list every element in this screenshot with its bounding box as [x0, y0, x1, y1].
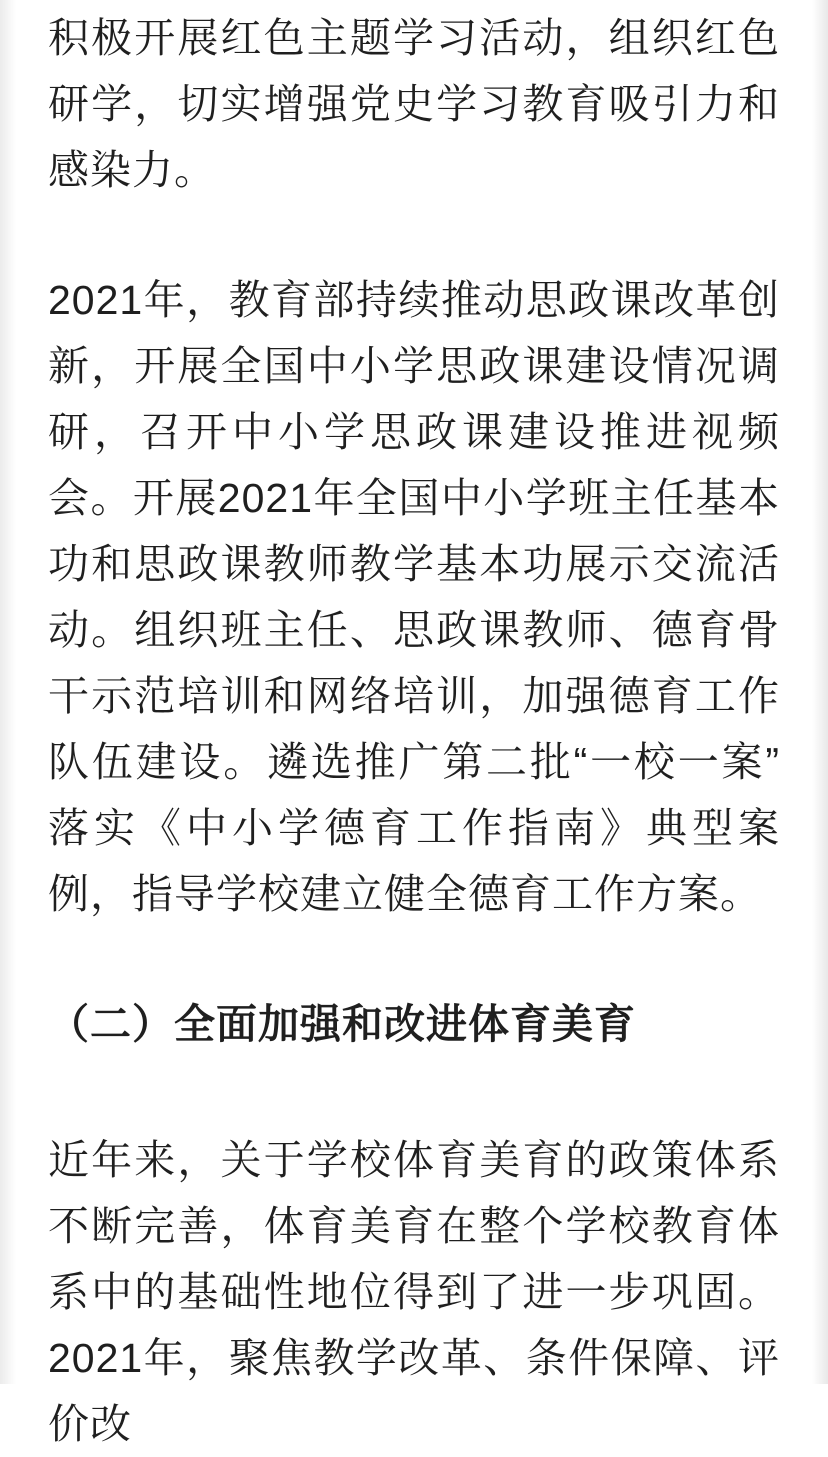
article-paragraph: 近年来，关于学校体育美育的政策体系不断完善，体育美育在整个学校教育体系中的基础性地位得到了进一步巩固。2021年，聚焦教学改革、条件保障、评价改: [48, 1137, 780, 1447]
article-paragraph: 2021年，教育部持续推动思政课改革创新，开展全国中小学思政课建设情况调研，召开中小学思政课建设推进视频会。开展2021年全国中小学班主任基本功和思政课教师教学基本功展示交流活动。组织班主任、思政课教师、德育骨干示范培训和网络培训，加强德育工作队伍建设。遴选推广第二批“一校一案”落实《中小学德育工作指南》典型案例，指导学校建立健全德育工作方案。: [48, 277, 780, 917]
section-heading: （二）全面加强和改进体育美育: [48, 1001, 636, 1047]
article-paragraph: 积极开展红色主题学习活动，组织红色研学，切实增强党史学习教育吸引力和感染力。: [48, 15, 780, 193]
